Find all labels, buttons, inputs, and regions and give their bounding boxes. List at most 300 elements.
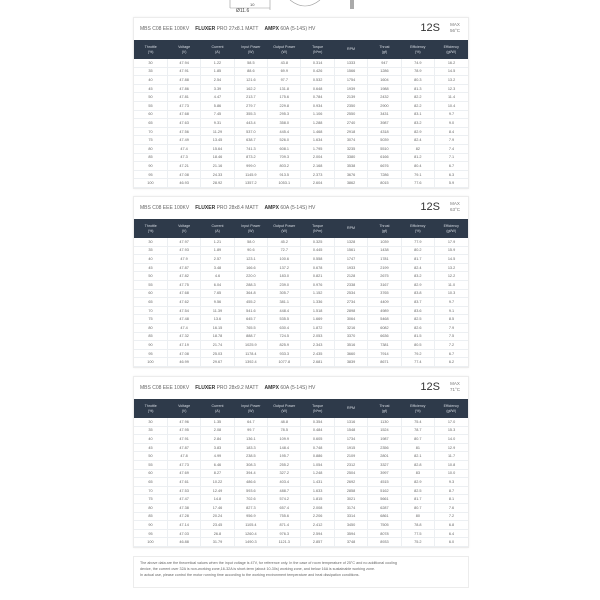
table-cell: 2.206 bbox=[301, 512, 334, 521]
column-header: Input Power (W) bbox=[234, 40, 267, 59]
table-cell: 83.6 bbox=[401, 306, 434, 315]
table-row bbox=[134, 238, 468, 246]
table-cell: 81.7 bbox=[401, 495, 434, 504]
table-row bbox=[134, 280, 468, 289]
table-cell: 6287 bbox=[368, 503, 401, 512]
table-header-row bbox=[134, 40, 468, 59]
table-cell: 60 bbox=[134, 469, 167, 478]
table-cell: 6861 bbox=[368, 512, 401, 521]
table-cell: 95 bbox=[134, 349, 167, 358]
table-row bbox=[134, 67, 468, 76]
table-cell: 46.99 bbox=[167, 358, 200, 367]
table-cell: 7.2 bbox=[435, 341, 468, 350]
table-cell: 3064 bbox=[334, 315, 367, 324]
table-cell: 3538 bbox=[334, 162, 367, 171]
table-row bbox=[134, 170, 468, 179]
table-cell: 6.7 bbox=[435, 349, 468, 358]
table-cell: 45.2 bbox=[268, 238, 301, 246]
table-cell: 7.5 bbox=[435, 332, 468, 341]
table-cell: 956.9 bbox=[234, 512, 267, 521]
table-cell: 7505 bbox=[368, 521, 401, 530]
table-cell: 1781 bbox=[368, 255, 401, 264]
motor-drawing-fragment bbox=[200, 0, 480, 14]
table-cell: 9.0 bbox=[435, 119, 468, 128]
column-header: Efficiency (gf/W) bbox=[435, 219, 468, 238]
table-row bbox=[134, 341, 468, 350]
table-cell: 2128 bbox=[334, 272, 367, 281]
max-temperature bbox=[450, 381, 460, 393]
table-cell: 14.8 bbox=[201, 495, 234, 504]
table-cell: 12.2 bbox=[435, 272, 468, 281]
table-cell: 2139 bbox=[334, 93, 367, 102]
table-cell: 14.0 bbox=[435, 435, 468, 444]
table-row bbox=[134, 443, 468, 452]
esc-brand: AMPX bbox=[264, 205, 279, 211]
table-cell: 47.97 bbox=[167, 238, 200, 246]
table-cell: 47.73 bbox=[167, 101, 200, 110]
table-cell: 80.4 bbox=[401, 162, 434, 171]
table-cell: 724.5 bbox=[268, 332, 301, 341]
table-cell: 90 bbox=[134, 162, 167, 171]
table-cell: 3997 bbox=[368, 469, 401, 478]
table-cell: 47.56 bbox=[167, 127, 200, 136]
table-cell: 123.1 bbox=[234, 255, 267, 264]
table-cell: 8.5 bbox=[435, 315, 468, 324]
table-cell: 83.1 bbox=[401, 110, 434, 119]
table-cell: 79.2 bbox=[401, 349, 434, 358]
table-cell: 279.7 bbox=[234, 101, 267, 110]
table-cell: 358.0 bbox=[268, 119, 301, 128]
table-cell: 0.314 bbox=[301, 59, 334, 67]
table-cell: 78.5 bbox=[268, 426, 301, 435]
performance-card-28x8.4 bbox=[133, 196, 469, 368]
table-cell: 8.1 bbox=[435, 495, 468, 504]
table-cell: 1.248 bbox=[301, 469, 334, 478]
table-row bbox=[134, 503, 468, 512]
table-cell: 10.8 bbox=[435, 460, 468, 469]
table-cell: 11.0 bbox=[435, 280, 468, 289]
table-cell: 70 bbox=[134, 127, 167, 136]
table-cell: 21.16 bbox=[201, 162, 234, 171]
table-cell: 1561 bbox=[334, 246, 367, 255]
table-row bbox=[134, 435, 468, 444]
column-header: Efficiency (gf/W) bbox=[435, 399, 468, 418]
table-cell: 47.82 bbox=[167, 272, 200, 281]
table-cell: 88.6 bbox=[234, 67, 267, 76]
table-cell: 46.88 bbox=[167, 538, 200, 547]
table-cell: 803.2 bbox=[268, 162, 301, 171]
table-cell: 3450 bbox=[334, 521, 367, 530]
table-cell: 47.69 bbox=[167, 469, 200, 478]
table-cell: 355.3 bbox=[234, 110, 267, 119]
cell-count: 12S bbox=[420, 22, 440, 34]
table-cell: 2900 bbox=[368, 101, 401, 110]
table-cell: 47.08 bbox=[167, 349, 200, 358]
table-cell: 702.6 bbox=[234, 495, 267, 504]
column-header: Efficiency (%) bbox=[401, 399, 434, 418]
table-cell: 0.748 bbox=[301, 443, 334, 452]
column-header: Thrust (gf) bbox=[368, 40, 401, 59]
table-cell: 488.7 bbox=[268, 486, 301, 495]
table-cell: 82 bbox=[401, 144, 434, 153]
table-cell: 4409 bbox=[368, 298, 401, 307]
table-cell: 2432 bbox=[368, 93, 401, 102]
table-cell: 30 bbox=[134, 418, 167, 426]
max-temp-value: 63°C bbox=[449, 207, 460, 212]
table-cell: 1754 bbox=[334, 76, 367, 85]
table-cell: 1316 bbox=[334, 418, 367, 426]
table-cell: 47.91 bbox=[167, 67, 200, 76]
table-cell: 1.431 bbox=[301, 478, 334, 487]
column-header: Voltage (V) bbox=[167, 40, 200, 59]
table-cell: 13.2 bbox=[435, 263, 468, 272]
table-cell: 23.45 bbox=[201, 521, 234, 530]
table-cell: 47.54 bbox=[167, 306, 200, 315]
table-cell: 15.64 bbox=[201, 144, 234, 153]
table-row bbox=[134, 495, 468, 504]
table-cell: 1.336 bbox=[301, 298, 334, 307]
propeller bbox=[195, 26, 258, 32]
table-cell: 47.75 bbox=[167, 280, 200, 289]
column-header: RPM bbox=[334, 219, 367, 238]
table-cell: 1.054 bbox=[301, 460, 334, 469]
column-header: Output Power (W) bbox=[268, 40, 301, 59]
table-cell: 2.435 bbox=[301, 349, 334, 358]
table-cell: 8.7 bbox=[435, 486, 468, 495]
table-cell: 13.6 bbox=[201, 315, 234, 324]
table-cell: 99.7 bbox=[234, 426, 267, 435]
table-cell: 1.872 bbox=[301, 323, 334, 332]
card-header bbox=[134, 18, 468, 40]
table-cell: 8015 bbox=[368, 179, 401, 188]
table-row bbox=[134, 323, 468, 332]
table-cell: 82.2 bbox=[401, 93, 434, 102]
table-cell: 74.9 bbox=[401, 59, 434, 67]
table-cell: 2.594 bbox=[301, 529, 334, 538]
table-cell: 3074 bbox=[334, 136, 367, 145]
table-cell: 6.7 bbox=[435, 162, 468, 171]
table-cell: 2.84 bbox=[201, 435, 234, 444]
table-cell: 2.54 bbox=[201, 76, 234, 85]
max-temp-value: 56°C bbox=[449, 28, 460, 33]
table-cell: 80.7 bbox=[401, 435, 434, 444]
table-cell: 47.87 bbox=[167, 263, 200, 272]
table-cell: 541.6 bbox=[234, 306, 267, 315]
table-cell: 65 bbox=[134, 119, 167, 128]
table-cell: 81.3 bbox=[401, 84, 434, 93]
table-row bbox=[134, 144, 468, 153]
table-cell: 78.9 bbox=[401, 67, 434, 76]
table-cell: 3235 bbox=[334, 144, 367, 153]
table-cell: 3516 bbox=[334, 341, 367, 350]
table-cell: 0.558 bbox=[301, 255, 334, 264]
table-cell: 2.008 bbox=[301, 503, 334, 512]
table-cell: 1.633 bbox=[301, 486, 334, 495]
table-cell: 1.518 bbox=[301, 306, 334, 315]
table-cell: 1.669 bbox=[301, 315, 334, 324]
table-row bbox=[134, 59, 468, 67]
table-cell: 20.24 bbox=[201, 512, 234, 521]
table-cell: 47.9 bbox=[167, 255, 200, 264]
table-cell: 16.2 bbox=[435, 59, 468, 67]
table-row bbox=[134, 315, 468, 324]
table-cell: 5661 bbox=[368, 495, 401, 504]
table-cell: 8078 bbox=[368, 529, 401, 538]
table-cell: 6.3 bbox=[435, 170, 468, 179]
table-cell: 0.445 bbox=[301, 246, 334, 255]
table-cell: 30 bbox=[134, 59, 167, 67]
table-cell: 7.9 bbox=[435, 323, 468, 332]
table-cell: 7914 bbox=[368, 349, 401, 358]
table-cell: 195.7 bbox=[268, 452, 301, 461]
table-cell: 109.9 bbox=[268, 435, 301, 444]
table-cell: 40 bbox=[134, 435, 167, 444]
table-cell: 60 bbox=[134, 289, 167, 298]
column-header: Torque (N*m) bbox=[301, 399, 334, 418]
max-temperature bbox=[450, 201, 460, 213]
table-cell: 131.8 bbox=[268, 84, 301, 93]
table-cell: 83.2 bbox=[401, 272, 434, 281]
prop-model: PRO 27x8.1 MATT bbox=[216, 26, 259, 32]
table-cell: 9.7 bbox=[435, 298, 468, 307]
table-cell: 1.22 bbox=[201, 59, 234, 67]
max-label: MAX bbox=[450, 381, 460, 386]
table-cell: 6082 bbox=[368, 323, 401, 332]
table-cell: 50 bbox=[134, 272, 167, 281]
table-cell: 47.68 bbox=[167, 289, 200, 298]
column-header: Throttle (%) bbox=[134, 399, 167, 418]
table-cell: 0.426 bbox=[301, 67, 334, 76]
table-cell: 40 bbox=[134, 255, 167, 264]
table-cell: 11.39 bbox=[201, 306, 234, 315]
table-cell: 148.4 bbox=[268, 443, 301, 452]
table-cell: 213.7 bbox=[234, 93, 267, 102]
table-row bbox=[134, 136, 468, 145]
table-cell: 80.7 bbox=[401, 503, 434, 512]
table-cell: 3327 bbox=[368, 460, 401, 469]
table-cell: 8.27 bbox=[201, 469, 234, 478]
table-cell: 80.3 bbox=[401, 76, 434, 85]
table-cell: 24.33 bbox=[201, 170, 234, 179]
table-cell: 40 bbox=[134, 76, 167, 85]
esc bbox=[264, 26, 315, 32]
table-cell: 82.9 bbox=[401, 127, 434, 136]
table-cell: 448.4 bbox=[268, 306, 301, 315]
table-cell: 3167 bbox=[368, 280, 401, 289]
table-cell: 5510 bbox=[368, 144, 401, 153]
table-cell: 82.1 bbox=[401, 452, 434, 461]
table-cell: 58.5 bbox=[234, 59, 267, 67]
table-cell: 183.0 bbox=[268, 272, 301, 281]
table-cell: 381.1 bbox=[268, 298, 301, 307]
table-cell: 1039 bbox=[368, 238, 401, 246]
table-cell: 12.3 bbox=[435, 84, 468, 93]
table-cell: 3174 bbox=[334, 503, 367, 512]
table-cell: 100 bbox=[134, 179, 167, 188]
table-cell: 35 bbox=[134, 246, 167, 255]
table-cell: 976.3 bbox=[268, 529, 301, 538]
footnote bbox=[133, 556, 469, 588]
table-cell: 2.343 bbox=[301, 341, 334, 350]
footnote-line: device, the current over 32A is non-working zone,16-32A is short-term (about 10-30s) working zone, and below 16A is sustainable working zone. bbox=[140, 567, 376, 571]
table-cell: 47.63 bbox=[167, 119, 200, 128]
esc-model: 60A (5-14S) HV bbox=[280, 385, 316, 391]
table-cell: 77.5 bbox=[401, 529, 434, 538]
table-cell: 1.795 bbox=[301, 144, 334, 153]
table-cell: 13.45 bbox=[201, 136, 234, 145]
performance-card-27x8.1 bbox=[133, 17, 469, 189]
table-cell: 1933 bbox=[334, 263, 367, 272]
table-cell: 0.976 bbox=[301, 280, 334, 289]
table-cell: 15.9 bbox=[435, 246, 468, 255]
table-cell: 1734 bbox=[334, 435, 367, 444]
column-header: Input Power (W) bbox=[234, 219, 267, 238]
table-cell: 81.5 bbox=[401, 332, 434, 341]
table-cell: 95 bbox=[134, 529, 167, 538]
table-row bbox=[134, 119, 468, 128]
table-cell: 526.0 bbox=[268, 136, 301, 145]
table-cell: 30 bbox=[134, 238, 167, 246]
table-cell: 9.56 bbox=[201, 298, 234, 307]
table-cell: 1286 bbox=[368, 67, 401, 76]
table-cell: 75 bbox=[134, 495, 167, 504]
table-cell: 1.634 bbox=[301, 136, 334, 145]
card-header bbox=[134, 197, 468, 219]
table-cell: 638.7 bbox=[234, 136, 267, 145]
table-cell: 8933 bbox=[368, 538, 401, 547]
table-cell: 3021 bbox=[334, 495, 367, 504]
table-cell: 47.8 bbox=[167, 452, 200, 461]
table-cell: 2.004 bbox=[301, 153, 334, 162]
table-cell: 308.3 bbox=[234, 460, 267, 469]
table-cell: 709.3 bbox=[268, 153, 301, 162]
column-header: Voltage (V) bbox=[167, 219, 200, 238]
column-header: Throttle (%) bbox=[134, 40, 167, 59]
table-cell: 50 bbox=[134, 452, 167, 461]
table-cell: 75.4 bbox=[401, 418, 434, 426]
table-cell: 1025.9 bbox=[234, 341, 267, 350]
dimension-label: Ø11.6 bbox=[236, 8, 250, 14]
table-cell: 17.0 bbox=[435, 418, 468, 426]
footnote-line: The above data are the theoretical values when the input voltage is 47V, for reference only. In the case of room temperature of 25°C and no additional cooling bbox=[140, 561, 397, 565]
table-cell: 7.45 bbox=[201, 110, 234, 119]
footnote-line: In actual use, please control the motor running time according to the working environment temperature and heat dissipation conditions. bbox=[140, 573, 360, 577]
table-cell: 47.4 bbox=[167, 323, 200, 332]
performance-card-28x9.2 bbox=[133, 376, 469, 548]
table-cell: 35 bbox=[134, 426, 167, 435]
table-cell: 82.5 bbox=[401, 315, 434, 324]
esc bbox=[264, 205, 315, 211]
table-row bbox=[134, 538, 468, 547]
table-cell: 1.152 bbox=[301, 289, 334, 298]
table-cell: 394.4 bbox=[234, 469, 267, 478]
esc-model: 60A (5-14S) HV bbox=[280, 205, 316, 211]
table-cell: 657.4 bbox=[268, 503, 301, 512]
table-cell: 10.0 bbox=[435, 469, 468, 478]
max-temperature bbox=[450, 22, 460, 34]
table-cell: 1392.4 bbox=[234, 358, 267, 367]
table-row bbox=[134, 84, 468, 93]
table-row bbox=[134, 512, 468, 521]
table-cell: 100.6 bbox=[268, 255, 301, 264]
table-cell: 77.9 bbox=[401, 238, 434, 246]
table-cell: 888.7 bbox=[234, 332, 267, 341]
table-cell: 2675 bbox=[368, 272, 401, 281]
table-cell: 58.0 bbox=[234, 238, 267, 246]
table-row bbox=[134, 521, 468, 530]
table-cell: 2.373 bbox=[301, 170, 334, 179]
max-label: MAX bbox=[450, 201, 460, 206]
esc bbox=[264, 385, 315, 391]
table-cell: 47.08 bbox=[167, 170, 200, 179]
table-cell: 35 bbox=[134, 67, 167, 76]
table-cell: 47.53 bbox=[167, 486, 200, 495]
table-cell: 81.2 bbox=[401, 153, 434, 162]
table-cell: 1.106 bbox=[301, 110, 334, 119]
table-cell: 85 bbox=[134, 512, 167, 521]
table-cell: 79.1 bbox=[401, 170, 434, 179]
table-cell: 7.65 bbox=[201, 289, 234, 298]
table-cell: 1604 bbox=[368, 76, 401, 85]
table-cell: 81.7 bbox=[401, 255, 434, 264]
table-cell: 1988 bbox=[368, 84, 401, 93]
max-temp-value: 71°C bbox=[449, 387, 460, 392]
table-row bbox=[134, 306, 468, 315]
table-cell: 2.57 bbox=[201, 255, 234, 264]
table-cell: 90.6 bbox=[234, 246, 267, 255]
table-cell: 1548 bbox=[334, 426, 367, 435]
table-cell: 6.2 bbox=[435, 358, 468, 367]
table-cell: 1.815 bbox=[301, 495, 334, 504]
table-cell: 1915 bbox=[334, 443, 367, 452]
table-cell: 825.9 bbox=[268, 341, 301, 350]
table-cell: 69.9 bbox=[268, 67, 301, 76]
table-row bbox=[134, 162, 468, 171]
table-row bbox=[134, 426, 468, 435]
table-cell: 85 bbox=[134, 332, 167, 341]
table-row bbox=[134, 486, 468, 495]
table-cell: 305.7 bbox=[268, 289, 301, 298]
table-cell: 1.85 bbox=[201, 67, 234, 76]
table-cell: 455.2 bbox=[234, 298, 267, 307]
table-cell: 6.4 bbox=[435, 529, 468, 538]
table-row bbox=[134, 460, 468, 469]
table-cell: 2338 bbox=[334, 280, 367, 289]
table-cell: 11.4 bbox=[435, 93, 468, 102]
table-cell: 82.4 bbox=[401, 136, 434, 145]
propeller bbox=[195, 385, 258, 391]
table-cell: 2534 bbox=[334, 289, 367, 298]
table-cell: 48.8 bbox=[268, 418, 301, 426]
table-cell: 7286 bbox=[368, 170, 401, 179]
table-cell: 288.3 bbox=[234, 280, 267, 289]
table-cell: 1438 bbox=[368, 246, 401, 255]
table-cell: 31.79 bbox=[201, 538, 234, 547]
cell-count: 12S bbox=[420, 381, 440, 393]
table-cell: 2109 bbox=[334, 452, 367, 461]
table-cell: 0.484 bbox=[301, 426, 334, 435]
column-header: Current (A) bbox=[201, 40, 234, 59]
table-cell: 2692 bbox=[334, 478, 367, 487]
table-cell: 29.67 bbox=[201, 358, 234, 367]
table-cell: 82.9 bbox=[401, 280, 434, 289]
table-cell: 0.532 bbox=[301, 76, 334, 85]
table-cell: 4989 bbox=[368, 306, 401, 315]
table-cell: 45 bbox=[134, 84, 167, 93]
table-cell: 827.3 bbox=[234, 503, 267, 512]
table-cell: 3431 bbox=[368, 110, 401, 119]
table-row bbox=[134, 93, 468, 102]
